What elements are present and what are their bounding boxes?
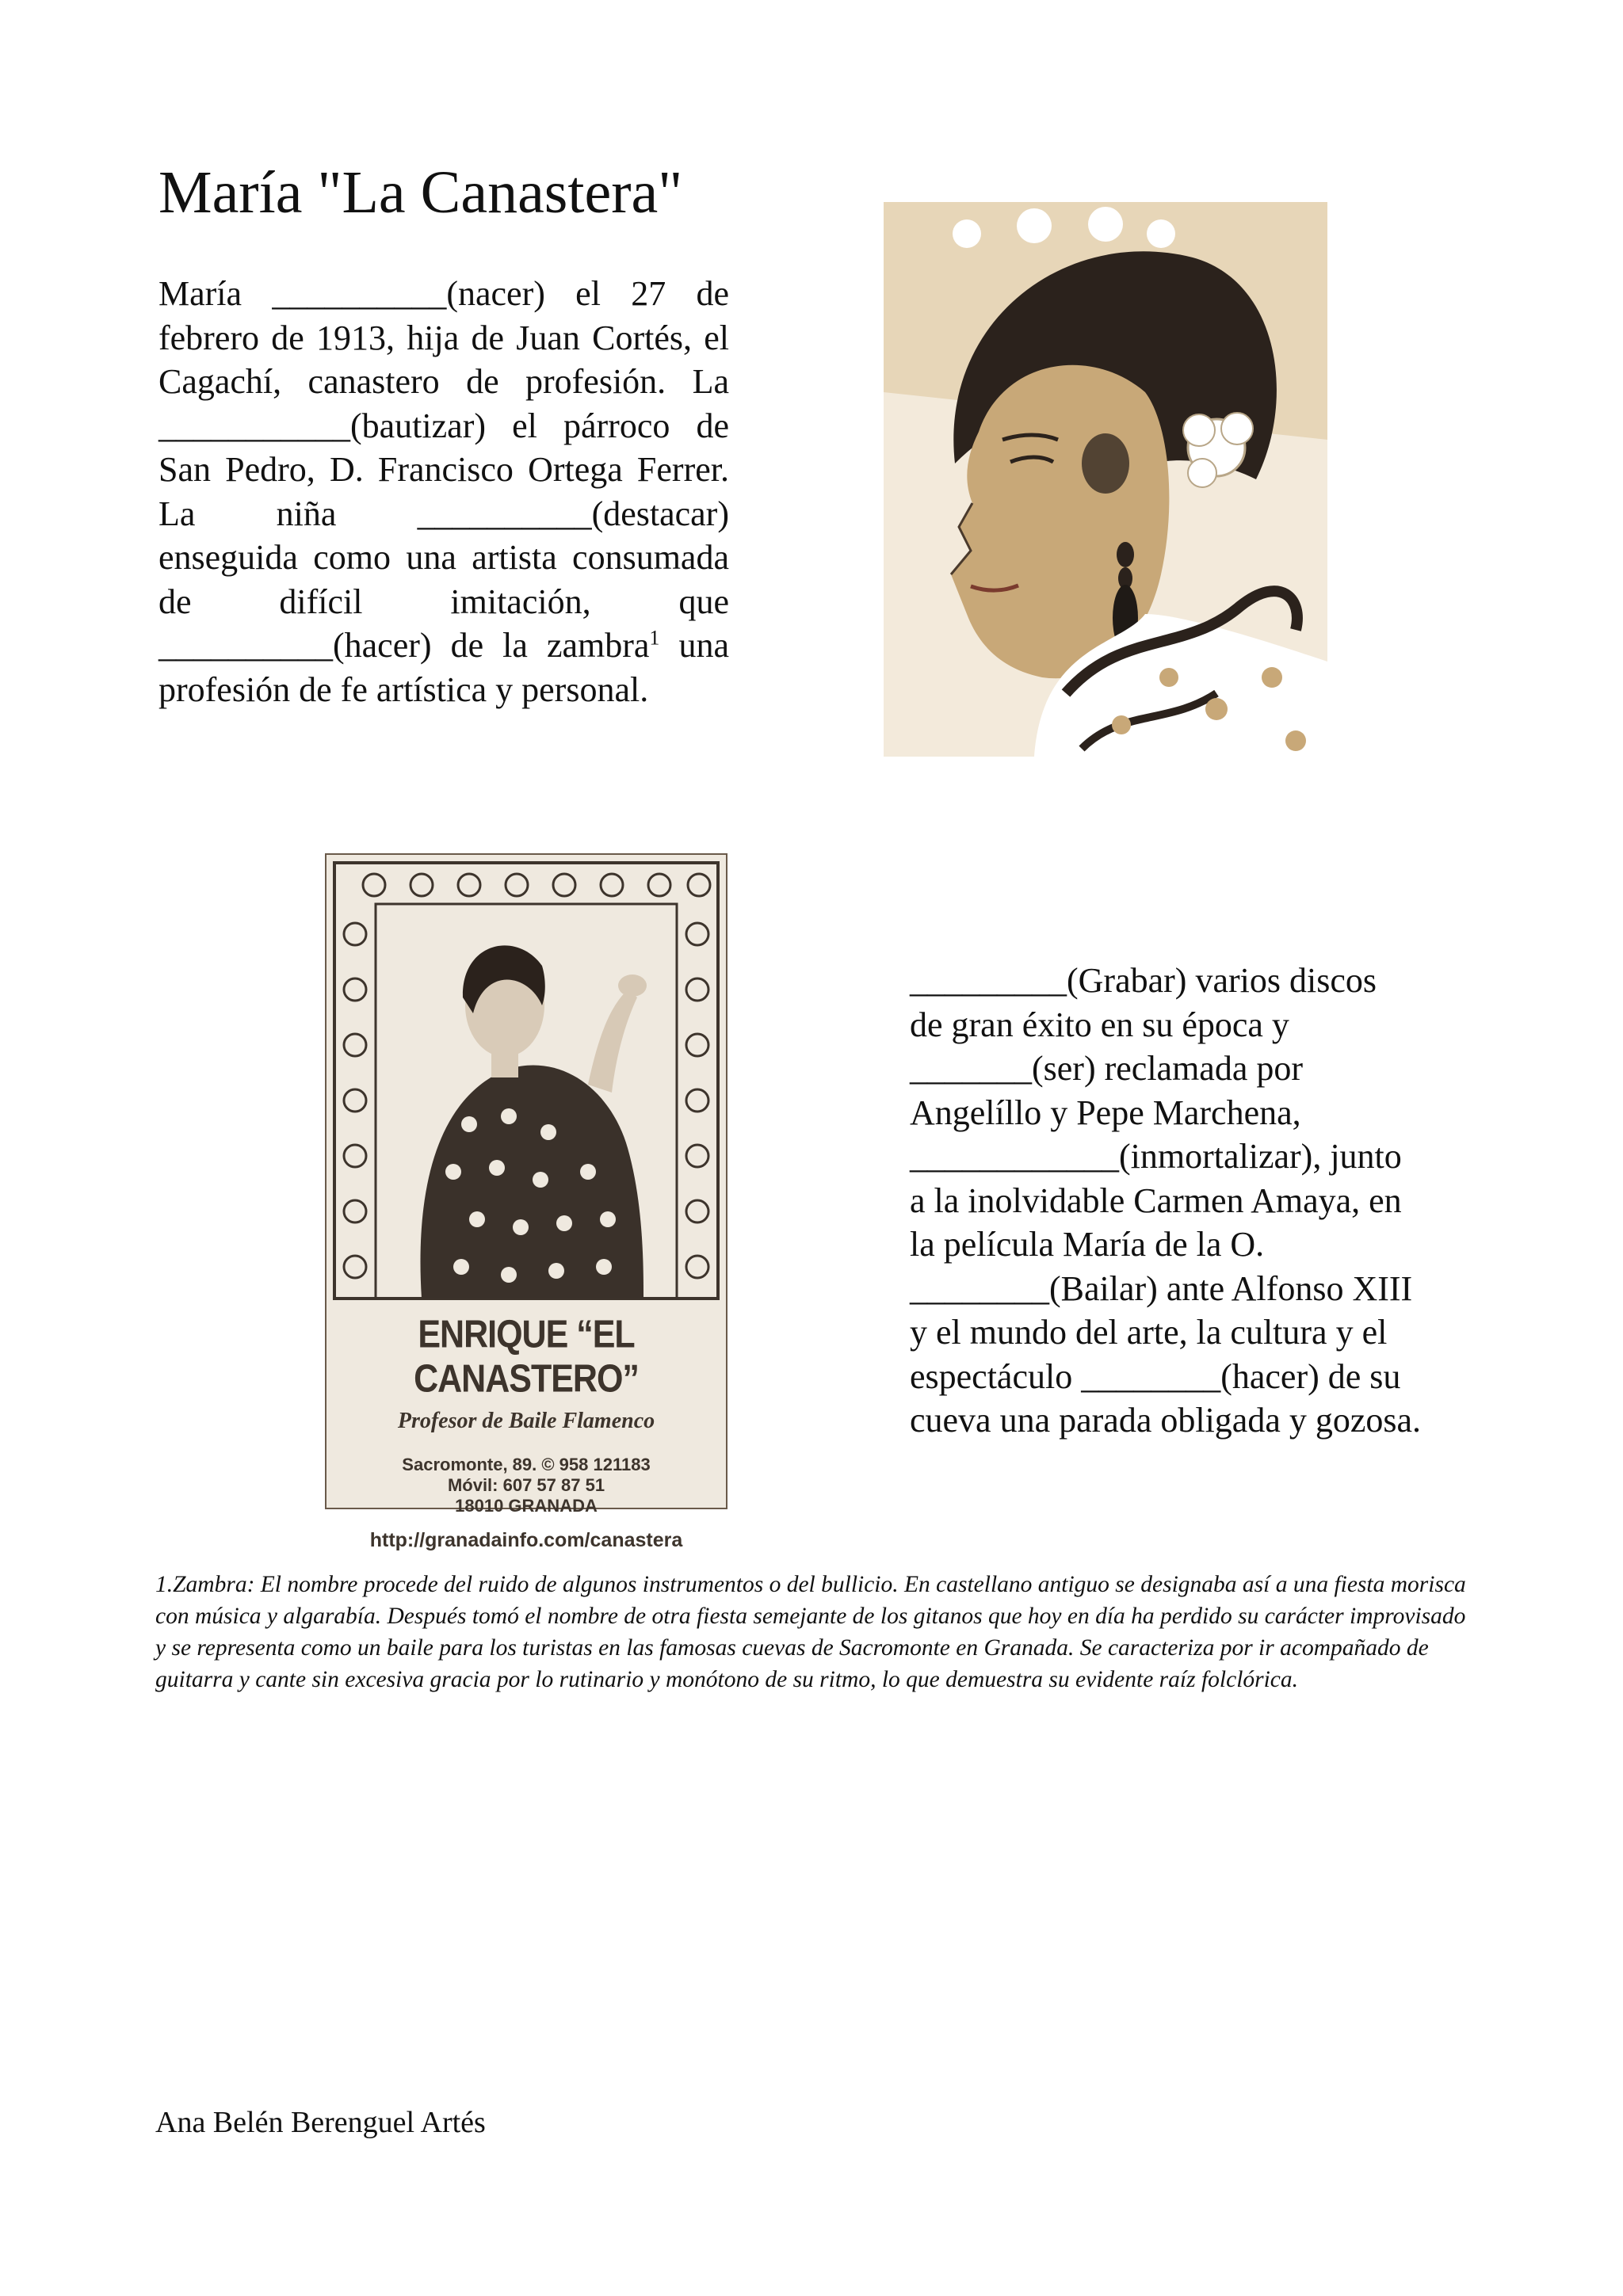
career-line: la película María de la O. xyxy=(910,1225,1265,1264)
career-line: cueva una parada obligada y gozosa. xyxy=(910,1401,1422,1440)
career-paragraph xyxy=(910,959,1512,1443)
card-name: ENRIQUE “EL CANASTERO” xyxy=(414,1312,639,1402)
career-line: Angelíllo y Pepe Marchena, xyxy=(910,1093,1301,1132)
career-line: y el mundo del arte, la cultura y el xyxy=(910,1313,1388,1352)
footnote: 1.Zambra: El nombre procede del ruido de algunos instrumentos o del bullicio. En castellano antiguo se designaba así a una fiesta morisca con música y algarabía. Después tomó el nombre de otra fiesta semejante de los gitanos que hoy en día ha perdido su carácter improvisado y se representa como un baile para los turistas en las famosas cuevas de Sacromonte en Granada. Se caracteriza por ir acompañado de guitarra y cante sin excesiva gracia por lo rutinario y monótono de su ritmo, lo que demuestra su evidente raíz folclórica. xyxy=(155,1572,1466,1692)
career-line: _________(Grabar) varios discos xyxy=(910,961,1377,1000)
intro-text: María __________(nacer) el 27 de febrero de 1913, hija de Juan Cortés, el Cagachí, canastero de profesión. La ___________(bautizar) el párroco de San Pedro, D. Francisco Ortega Ferrer. La niña __________(destacar) enseguida como una artista consumada de difícil imitación, que __________(hacer) de la zambra xyxy=(158,274,729,665)
card-address: Sacromonte, 89. © 958 121183 xyxy=(402,1455,651,1474)
card-mobile: Móvil: 607 57 87 51 xyxy=(447,1475,605,1495)
career-line: espectáculo ________(hacer) de su xyxy=(910,1356,1401,1396)
intro-paragraph xyxy=(158,272,729,711)
author-name: Ana Belén Berenguel Artés xyxy=(155,2106,486,2139)
dancer-illustration xyxy=(327,855,726,1306)
intro-text-end: una profesión de fe artística y personal. xyxy=(158,626,729,709)
career-line: ____________(inmortalizar), junto xyxy=(910,1137,1402,1176)
career-line: _______(ser) reclamada por xyxy=(910,1049,1304,1088)
portrait-illustration xyxy=(884,202,1327,757)
footnote-reference: 1 xyxy=(649,626,660,650)
card-city: 18010 GRANADA xyxy=(455,1496,598,1516)
card-url: http://granadainfo.com/canastera xyxy=(369,1529,683,1551)
card-role: Profesor de Baile Flamenco xyxy=(397,1409,655,1433)
career-line: de gran éxito en su época y xyxy=(910,1005,1289,1044)
career-line: ________(Bailar) ante Alfonso XIII xyxy=(910,1268,1413,1308)
page-title: María "La Canastera" xyxy=(158,159,683,226)
business-card xyxy=(325,853,727,1551)
career-line: a la inolvidable Carmen Amaya, en xyxy=(910,1180,1402,1220)
